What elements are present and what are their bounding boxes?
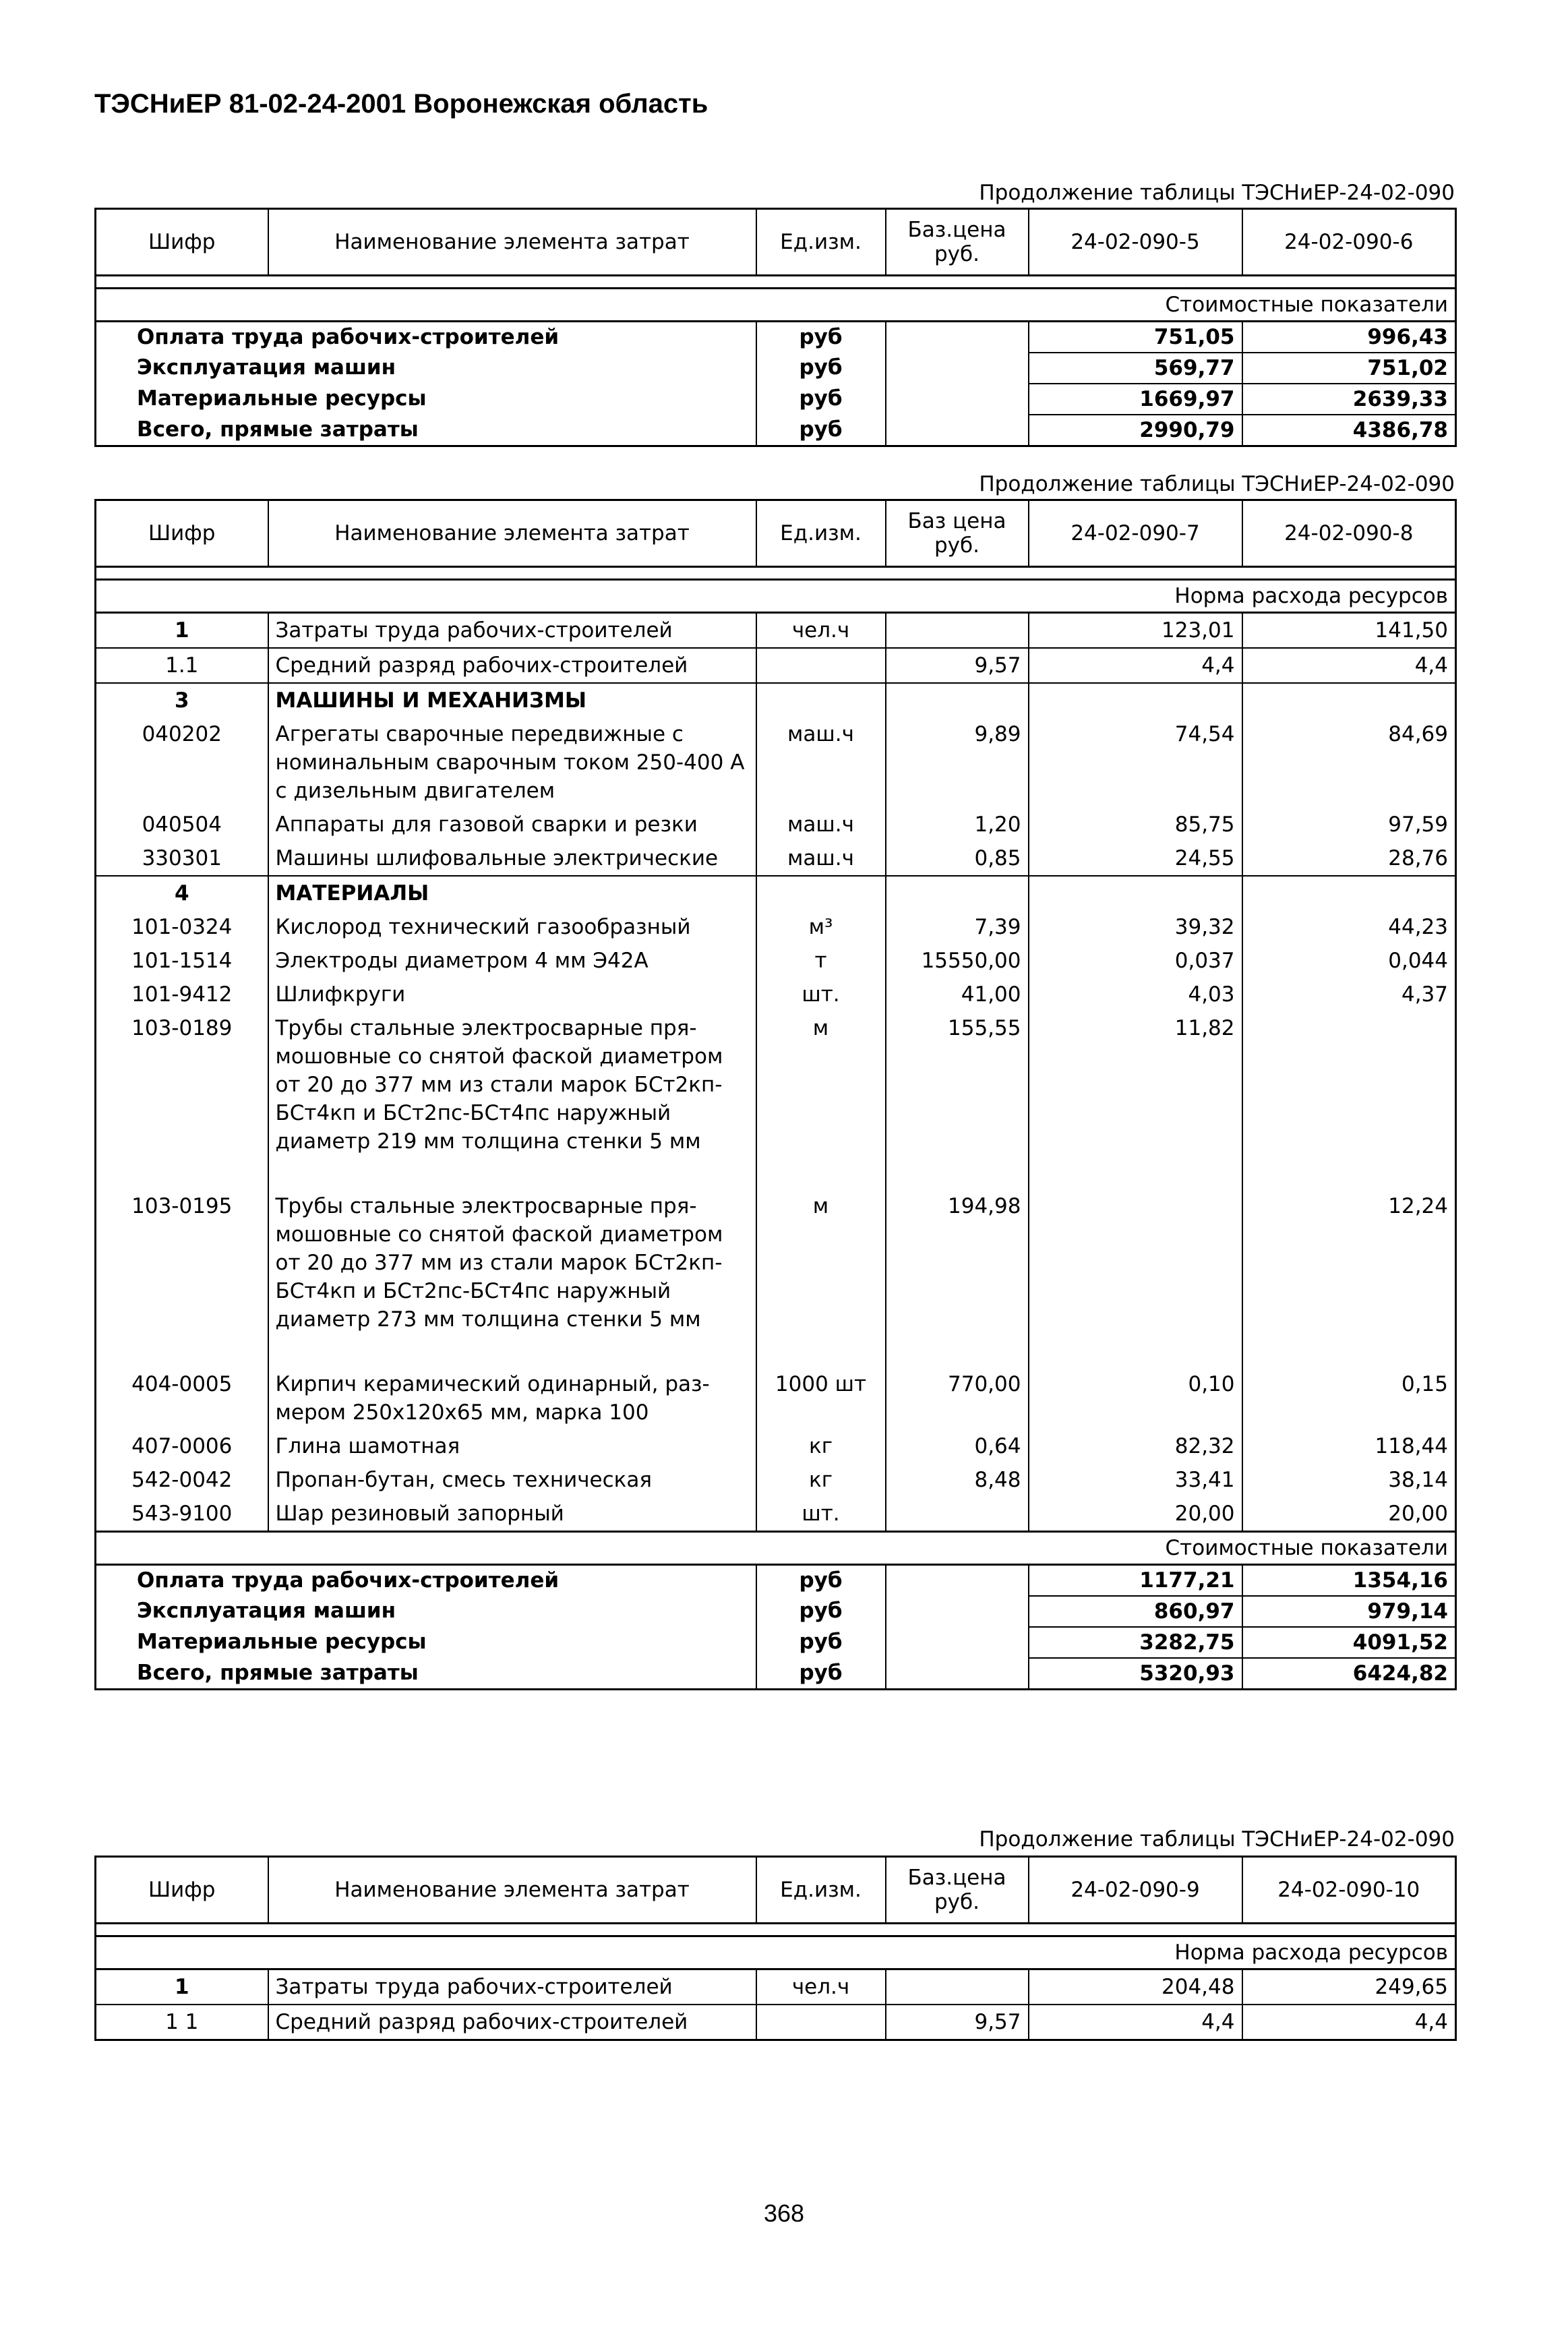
- row-unit: чел.ч: [756, 613, 886, 649]
- table-row: [96, 683, 1456, 717]
- row-value-b: 0,044: [1242, 944, 1456, 978]
- row-name: Материальные ресурсы: [96, 1627, 756, 1658]
- table-row: [96, 353, 1456, 384]
- row-code: 542-0042: [96, 1463, 268, 1497]
- row-value-b: 118,44: [1242, 1429, 1456, 1463]
- col-unit-header: Ед.изм.: [756, 209, 886, 276]
- table2-header-row: [96, 500, 1456, 567]
- row-value-a: 123,01: [1029, 613, 1242, 649]
- row-code: 103-0189: [96, 1011, 268, 1189]
- row-price: 0,64: [886, 1429, 1029, 1463]
- table-row: [96, 978, 1456, 1011]
- row-unit: [756, 2005, 886, 2040]
- row-price: [886, 1969, 1029, 2005]
- row-unit: чел.ч: [756, 1969, 886, 2005]
- row-price: [886, 1497, 1029, 1532]
- row-code: 101-0324: [96, 910, 268, 944]
- row-name: Эксплуатация машин: [96, 1596, 756, 1627]
- row-unit: кг: [756, 1463, 886, 1497]
- table-row: [96, 1565, 1456, 1597]
- table-row: [96, 1627, 1456, 1658]
- row-value-b: 249,65: [1242, 1969, 1456, 2005]
- row-value-a: 751,05: [1029, 322, 1242, 353]
- row-value-a: 82,32: [1029, 1429, 1242, 1463]
- row-price: 1,20: [886, 808, 1029, 841]
- page-title: ТЭСНиЕР 81-02-24-2001 Воронежская область: [94, 89, 708, 119]
- row-value-b: 979,14: [1242, 1596, 1456, 1627]
- row-unit: кг: [756, 1429, 886, 1463]
- table-row: [96, 613, 1456, 649]
- table3: [94, 1856, 1457, 2041]
- row-unit: [756, 648, 886, 683]
- table3-header-row: [96, 1857, 1456, 1924]
- row-value-a: 2990,79: [1029, 415, 1242, 446]
- page-number: 368: [763, 2199, 805, 2227]
- row-code: 101-9412: [96, 978, 268, 1011]
- row-value-a: 1177,21: [1029, 1565, 1242, 1597]
- col-a-header: 24-02-090-5: [1029, 209, 1242, 276]
- row-price: 155,55: [886, 1011, 1029, 1189]
- row-code: 404-0005: [96, 1367, 268, 1429]
- row-name: Пропан-бутан, смесь техническая: [268, 1463, 756, 1497]
- table-row: [96, 1367, 1456, 1429]
- table-row: [96, 944, 1456, 978]
- table2-section-label: Норма расхода ресурсов: [96, 580, 1456, 613]
- row-value-b: 751,02: [1242, 353, 1456, 384]
- col-name-header: Наименование элемента затрат: [268, 1857, 756, 1924]
- col-a-header: 24-02-090-7: [1029, 500, 1242, 567]
- row-value-b: 1354,16: [1242, 1565, 1456, 1597]
- col-unit-header: Ед.изм.: [756, 500, 886, 567]
- row-value-a: 11,82: [1029, 1011, 1242, 1189]
- col-name-header: Наименование элемента затрат: [268, 500, 756, 567]
- col-b-header: 24-02-090-8: [1242, 500, 1456, 567]
- row-price: 41,00: [886, 978, 1029, 1011]
- table-row: [96, 910, 1456, 944]
- row-unit: м³: [756, 910, 886, 944]
- row-value-a: 33,41: [1029, 1463, 1242, 1497]
- row-code: 103-0195: [96, 1189, 268, 1367]
- row-price: 0,85: [886, 841, 1029, 876]
- row-price: 8,48: [886, 1463, 1029, 1497]
- row-unit: руб: [756, 322, 886, 353]
- table1: [94, 208, 1457, 447]
- row-value-b: 20,00: [1242, 1497, 1456, 1532]
- row-code: 407-0006: [96, 1429, 268, 1463]
- row-unit: руб: [756, 415, 886, 446]
- row-value-b: 28,76: [1242, 841, 1456, 876]
- row-name: Затраты труда рабочих-строителей: [268, 613, 756, 649]
- row-name: Оплата труда рабочих-строителей: [96, 322, 756, 353]
- col-b-header: 24-02-090-6: [1242, 209, 1456, 276]
- row-value-b: 4,4: [1242, 2005, 1456, 2040]
- row-price: 194,98: [886, 1189, 1029, 1367]
- row-code: 1: [96, 1969, 268, 2005]
- table3-section-label: Норма расхода ресурсов: [96, 1936, 1456, 1969]
- row-code: 040504: [96, 808, 268, 841]
- col-name-header: Наименование элемента затрат: [268, 209, 756, 276]
- table-row: [96, 384, 1456, 415]
- row-value-b: 2639,33: [1242, 384, 1456, 415]
- row-code: 1 1: [96, 2005, 268, 2040]
- table-row: [96, 1969, 1456, 2005]
- row-value-b: 38,14: [1242, 1463, 1456, 1497]
- row-value-b: 4386,78: [1242, 415, 1456, 446]
- row-code: 040202: [96, 717, 268, 808]
- table-row: [96, 2005, 1456, 2040]
- row-price: [886, 613, 1029, 649]
- row-name: Машины шлифовальные электрические: [268, 841, 756, 876]
- row-code: 4: [96, 876, 268, 910]
- row-value-b: 141,50: [1242, 613, 1456, 649]
- row-unit: руб: [756, 384, 886, 415]
- row-value-b: [1242, 1011, 1456, 1189]
- row-code: 330301: [96, 841, 268, 876]
- row-code: 3: [96, 683, 268, 717]
- row-unit: м: [756, 1011, 886, 1189]
- row-name: Трубы стальные электросварные пря-мошовные со снятой фаской диаметром от 20 до 377 мм из стали марок БСт2кп-БСт4кп и БСт2пс-БСт4пс наружный диаметр 219 мм толщина стенки 5 мм: [268, 1011, 756, 1189]
- row-value-a: 4,4: [1029, 2005, 1242, 2040]
- table-row: [96, 876, 1456, 910]
- col-b-header: 24-02-090-10: [1242, 1857, 1456, 1924]
- row-unit: руб: [756, 1627, 886, 1658]
- row-unit: шт.: [756, 1497, 886, 1532]
- row-name: Всего, прямые затраты: [96, 415, 756, 446]
- row-name: Трубы стальные электросварные пря-мошовные со снятой фаской диаметром от 20 до 377 мм из стали марок БСт2кп-БСт4кп и БСт2пс-БСт4пс наружный диаметр 273 мм толщина стенки 5 мм: [268, 1189, 756, 1367]
- row-value-a: 20,00: [1029, 1497, 1242, 1532]
- col-price-header: Баз.цена руб.: [886, 209, 1029, 276]
- row-value-b: 0,15: [1242, 1367, 1456, 1429]
- col-code-header: Шифр: [96, 209, 268, 276]
- row-unit: маш.ч: [756, 808, 886, 841]
- row-name: МАТЕРИАЛЫ: [268, 876, 756, 910]
- row-value-a: 860,97: [1029, 1596, 1242, 1627]
- row-name: Кирпич керамический одинарный, раз-мером 250х120х65 мм, марка 100: [268, 1367, 756, 1429]
- row-unit: руб: [756, 1565, 886, 1597]
- col-price-header: Баз.цена руб.: [886, 1857, 1029, 1924]
- col-unit-header: Ед.изм.: [756, 1857, 886, 1924]
- table3-caption: Продолжение таблицы ТЭСНиЕР-24-02-090: [979, 1827, 1455, 1851]
- row-name: Аппараты для газовой сварки и резки: [268, 808, 756, 841]
- row-value-a: [1029, 1189, 1242, 1367]
- table-row: [96, 717, 1456, 808]
- row-name: Всего, прямые затраты: [96, 1658, 756, 1690]
- table-row: [96, 841, 1456, 876]
- row-price: 15550,00: [886, 944, 1029, 978]
- table-row: [96, 1596, 1456, 1627]
- row-code: 543-9100: [96, 1497, 268, 1532]
- row-value-b: 4,4: [1242, 648, 1456, 683]
- table-row: [96, 1011, 1456, 1189]
- table-row: [96, 648, 1456, 683]
- row-code: 101-1514: [96, 944, 268, 978]
- table1-header-row: [96, 209, 1456, 276]
- row-name: Кислород технический газообразный: [268, 910, 756, 944]
- table-row: [96, 1189, 1456, 1367]
- row-value-a: 3282,75: [1029, 1627, 1242, 1658]
- row-value-b: 4,37: [1242, 978, 1456, 1011]
- row-value-b: 44,23: [1242, 910, 1456, 944]
- row-name: Электроды диаметром 4 мм Э42А: [268, 944, 756, 978]
- row-name: Эксплуатация машин: [96, 353, 756, 384]
- col-a-header: 24-02-090-9: [1029, 1857, 1242, 1924]
- table-row: [96, 1463, 1456, 1497]
- row-name: Шар резиновый запорный: [268, 1497, 756, 1532]
- table2: [94, 499, 1457, 1690]
- table2-caption: Продолжение таблицы ТЭСНиЕР-24-02-090: [979, 472, 1455, 496]
- col-code-header: Шифр: [96, 500, 268, 567]
- row-value-a: 569,77: [1029, 353, 1242, 384]
- row-name: Материальные ресурсы: [96, 384, 756, 415]
- row-value-a: 1669,97: [1029, 384, 1242, 415]
- table-row: [96, 1429, 1456, 1463]
- table2-cost-section-label: Стоимостные показатели: [96, 1532, 1456, 1565]
- table1-section-label: Стоимостные показатели: [96, 289, 1456, 322]
- row-value-b: 6424,82: [1242, 1658, 1456, 1690]
- row-value-b: 4091,52: [1242, 1627, 1456, 1658]
- row-price: 770,00: [886, 1367, 1029, 1429]
- row-unit: шт.: [756, 978, 886, 1011]
- row-unit: руб: [756, 353, 886, 384]
- row-value-b: 84,69: [1242, 717, 1456, 808]
- row-value-a: 24,55: [1029, 841, 1242, 876]
- row-value-b: 97,59: [1242, 808, 1456, 841]
- row-price: 7,39: [886, 910, 1029, 944]
- row-value-a: 5320,93: [1029, 1658, 1242, 1690]
- table-row: [96, 322, 1456, 353]
- row-value-a: 39,32: [1029, 910, 1242, 944]
- row-value-a: 4,03: [1029, 978, 1242, 1011]
- row-value-a: 0,10: [1029, 1367, 1242, 1429]
- table-row: [96, 1658, 1456, 1690]
- col-code-header: Шифр: [96, 1857, 268, 1924]
- row-value-a: 74,54: [1029, 717, 1242, 808]
- row-price: 9,57: [886, 648, 1029, 683]
- table-row: [96, 1497, 1456, 1532]
- row-unit: т: [756, 944, 886, 978]
- row-price: 9,57: [886, 2005, 1029, 2040]
- col-price-header: Баз цена руб.: [886, 500, 1029, 567]
- table-row: [96, 808, 1456, 841]
- row-value-a: 0,037: [1029, 944, 1242, 978]
- row-name: Средний разряд рабочих-строителей: [268, 2005, 756, 2040]
- row-value-a: 204,48: [1029, 1969, 1242, 2005]
- row-unit: 1000 шт: [756, 1367, 886, 1429]
- row-name: Оплата труда рабочих-строителей: [96, 1565, 756, 1597]
- row-unit: руб: [756, 1658, 886, 1690]
- row-name: Агрегаты сварочные передвижные с номинальным сварочным током 250-400 А с дизельным двигателем: [268, 717, 756, 808]
- row-name: МАШИНЫ И МЕХАНИЗМЫ: [268, 683, 756, 717]
- row-price: 9,89: [886, 717, 1029, 808]
- row-unit: маш.ч: [756, 841, 886, 876]
- row-value-b: 996,43: [1242, 322, 1456, 353]
- row-name: Средний разряд рабочих-строителей: [268, 648, 756, 683]
- row-value-b: 12,24: [1242, 1189, 1456, 1367]
- table1-caption: Продолжение таблицы ТЭСНиЕР-24-02-090: [979, 181, 1455, 205]
- row-code: 1: [96, 613, 268, 649]
- row-name: Шлифкруги: [268, 978, 756, 1011]
- row-value-a: 4,4: [1029, 648, 1242, 683]
- row-unit: маш.ч: [756, 717, 886, 808]
- row-code: 1.1: [96, 648, 268, 683]
- table-row: [96, 415, 1456, 446]
- row-name: Глина шамотная: [268, 1429, 756, 1463]
- row-value-a: 85,75: [1029, 808, 1242, 841]
- row-unit: руб: [756, 1596, 886, 1627]
- row-name: Затраты труда рабочих-строителей: [268, 1969, 756, 2005]
- row-unit: м: [756, 1189, 886, 1367]
